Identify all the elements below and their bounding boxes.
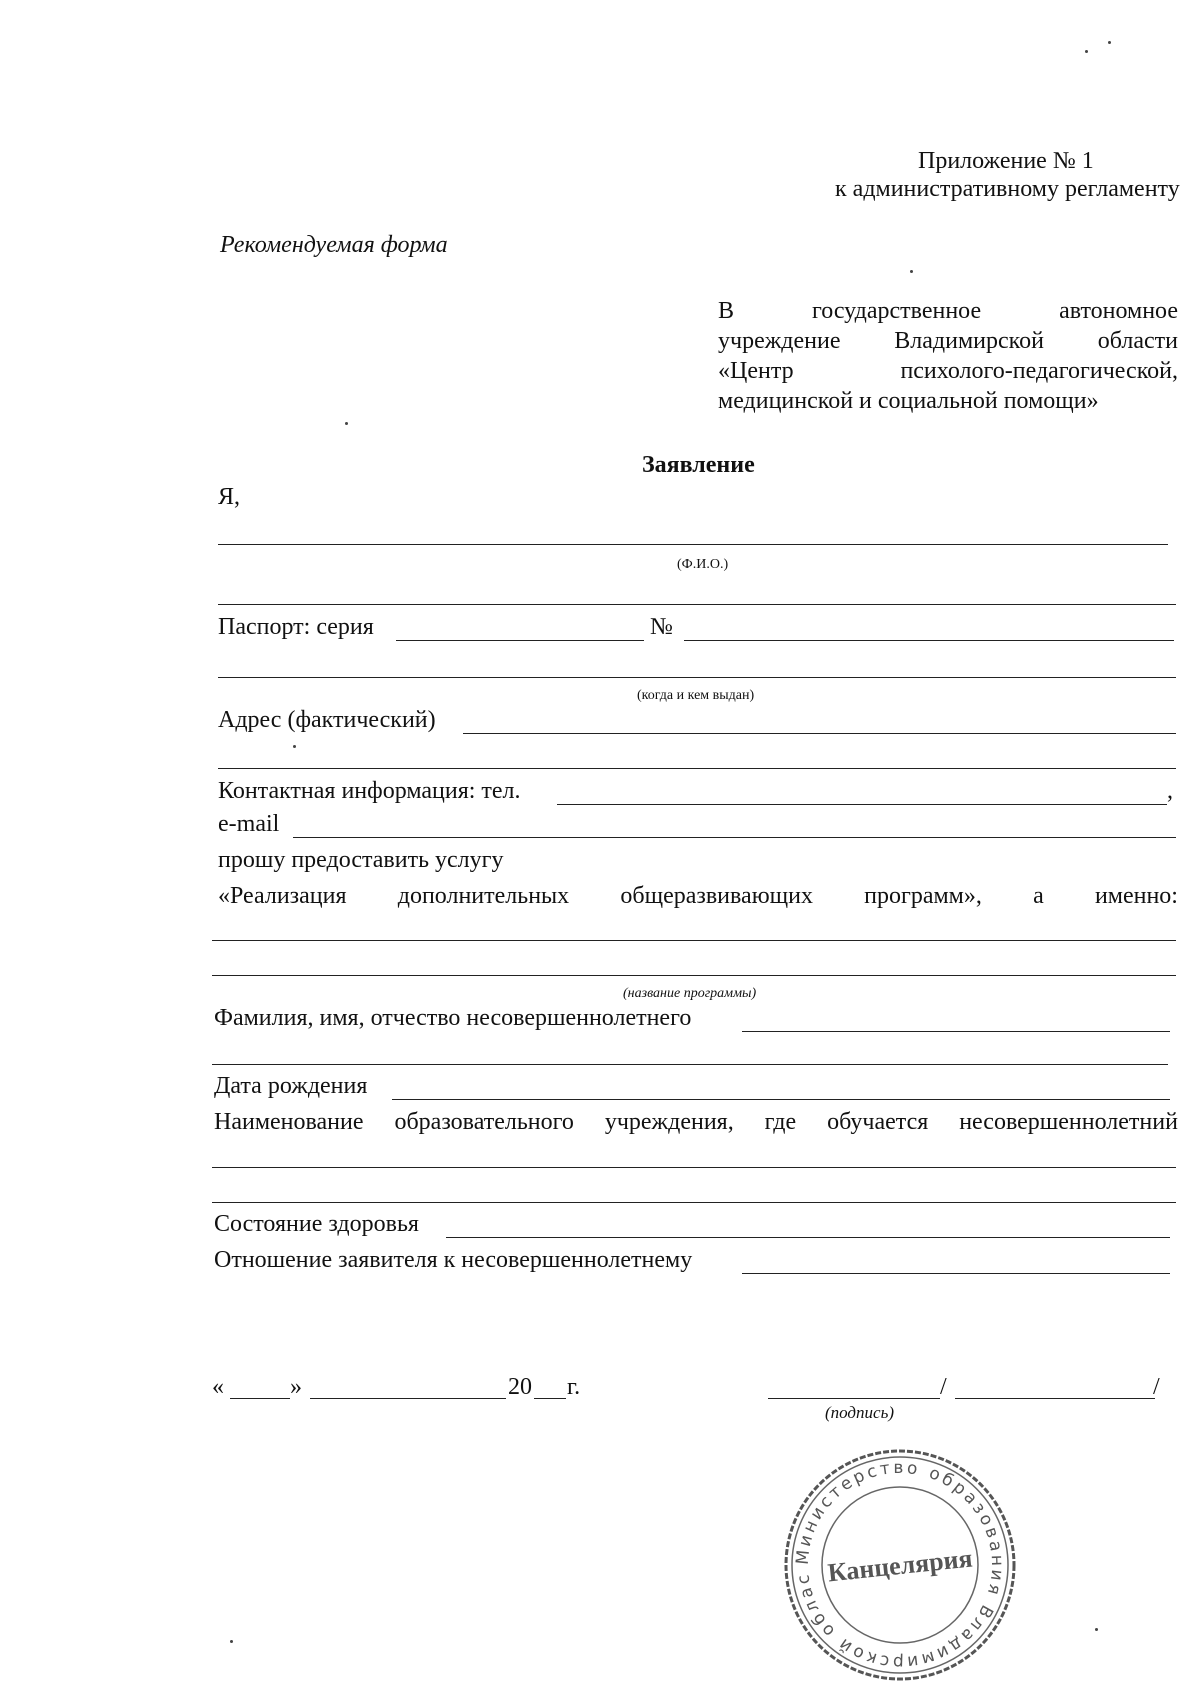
service-word: дополнительных xyxy=(397,883,570,909)
school-word: обучается xyxy=(827,1109,929,1135)
scan-speck xyxy=(230,1640,233,1643)
issued-caption: (когда и кем выдан) xyxy=(637,688,755,703)
stamp-seal-icon xyxy=(780,1445,1020,1685)
program-caption: (название программы) xyxy=(623,986,757,1001)
service-word: общеразвивающих xyxy=(620,883,813,909)
passport-number-label: № xyxy=(650,614,673,640)
minor-name-label: Фамилия, имя, отчество несовершеннолетнего xyxy=(214,1005,692,1031)
date-day-line[interactable] xyxy=(230,1398,290,1399)
stamp-center-text: Канцелярия xyxy=(826,1543,974,1588)
date-close-quote: » xyxy=(290,1374,302,1400)
school-word: Наименование xyxy=(214,1109,364,1135)
school-label-line xyxy=(214,1108,1178,1136)
year-prefix: 20 xyxy=(508,1374,532,1400)
school-word: несовершеннолетний xyxy=(959,1109,1178,1135)
signature-caption: (подпись) xyxy=(825,1403,894,1422)
addressee-word: государственное xyxy=(811,298,982,324)
service-word: «Реализация xyxy=(218,883,347,909)
minor-name-line[interactable] xyxy=(742,1031,1170,1032)
addressee-line-1 xyxy=(718,297,1178,325)
passport-series-line[interactable] xyxy=(396,640,644,641)
scan-speck xyxy=(293,745,296,748)
addressee-word: автономное xyxy=(1059,298,1178,324)
signature-name-line[interactable] xyxy=(955,1398,1155,1399)
school-line-2[interactable] xyxy=(212,1202,1176,1203)
date-month-line[interactable] xyxy=(310,1398,506,1399)
addressee-line-4: медицинской и социальной помощи» xyxy=(718,388,1099,414)
service-word: именно: xyxy=(1094,883,1178,909)
service-name-line xyxy=(218,882,1178,910)
school-line-1[interactable] xyxy=(212,1167,1176,1168)
signature-line[interactable] xyxy=(768,1398,940,1399)
passport-number-line[interactable] xyxy=(684,640,1174,641)
school-word: учреждения, xyxy=(604,1109,734,1135)
address-line[interactable] xyxy=(463,733,1176,734)
addressee-line-3 xyxy=(718,357,1178,385)
fio-line[interactable] xyxy=(218,544,1168,545)
date-year-line[interactable] xyxy=(534,1398,566,1399)
dob-label: Дата рождения xyxy=(214,1073,368,1099)
phone-line[interactable] xyxy=(557,804,1167,805)
scan-speck xyxy=(345,422,348,425)
addressee-word: психолого-педагогической, xyxy=(900,358,1178,384)
scan-speck xyxy=(1095,1628,1098,1631)
school-word: образовательного xyxy=(394,1109,574,1135)
stamp-ring-text: Министерство образования Владимирской облас xyxy=(792,1457,1008,1673)
minor-name-line-2[interactable] xyxy=(212,1064,1168,1065)
applicant-i-label: Я, xyxy=(218,484,241,510)
office-stamp xyxy=(780,1445,1020,1685)
dob-line[interactable] xyxy=(392,1099,1170,1100)
contact-phone-label: Контактная информация: тел. xyxy=(218,778,521,804)
health-label: Состояние здоровья xyxy=(214,1211,419,1237)
relation-line[interactable] xyxy=(742,1273,1170,1274)
address-line-2[interactable] xyxy=(218,768,1176,769)
scan-speck xyxy=(1085,50,1088,53)
program-line-2[interactable] xyxy=(212,975,1176,976)
passport-issued-line[interactable] xyxy=(218,677,1176,678)
addressee-line-2 xyxy=(718,327,1178,355)
scan-speck xyxy=(910,270,913,273)
email-line[interactable] xyxy=(293,837,1176,838)
program-line-1[interactable] xyxy=(212,940,1176,941)
addressee-word: области xyxy=(1097,328,1178,354)
address-label: Адрес (фактический) xyxy=(218,707,436,733)
addressee-block xyxy=(718,297,1178,415)
addressee-word: «Центр xyxy=(718,358,794,384)
school-word: где xyxy=(764,1109,797,1135)
appendix-number: Приложение № 1 xyxy=(918,148,1094,174)
relation-label: Отношение заявителя к несовершеннолетнему xyxy=(214,1247,693,1273)
scan-speck xyxy=(1108,41,1111,44)
fio-line-2[interactable] xyxy=(218,604,1176,605)
appendix-regulation: к административному регламенту xyxy=(835,176,1180,202)
email-label: e-mail xyxy=(218,811,280,837)
date-open-quote: « xyxy=(212,1374,224,1400)
fio-caption: (Ф.И.О.) xyxy=(677,557,729,572)
health-line[interactable] xyxy=(446,1237,1170,1238)
passport-series-label: Паспорт: серия xyxy=(218,614,374,640)
phone-comma: , xyxy=(1167,778,1173,804)
addressee-word: Владимирской xyxy=(894,328,1044,354)
service-word: программ», xyxy=(864,883,982,909)
signature-slash-1: / xyxy=(940,1374,947,1400)
document-title: Заявление xyxy=(642,452,755,478)
addressee-word: В xyxy=(718,298,735,324)
request-text: прошу предоставить услугу xyxy=(218,847,504,873)
year-suffix: г. xyxy=(567,1374,581,1400)
service-word: а xyxy=(1033,883,1044,909)
addressee-word: учреждение xyxy=(718,328,841,354)
signature-slash-2: / xyxy=(1153,1374,1160,1400)
recommended-form-label: Рекомендуемая форма xyxy=(220,232,448,258)
